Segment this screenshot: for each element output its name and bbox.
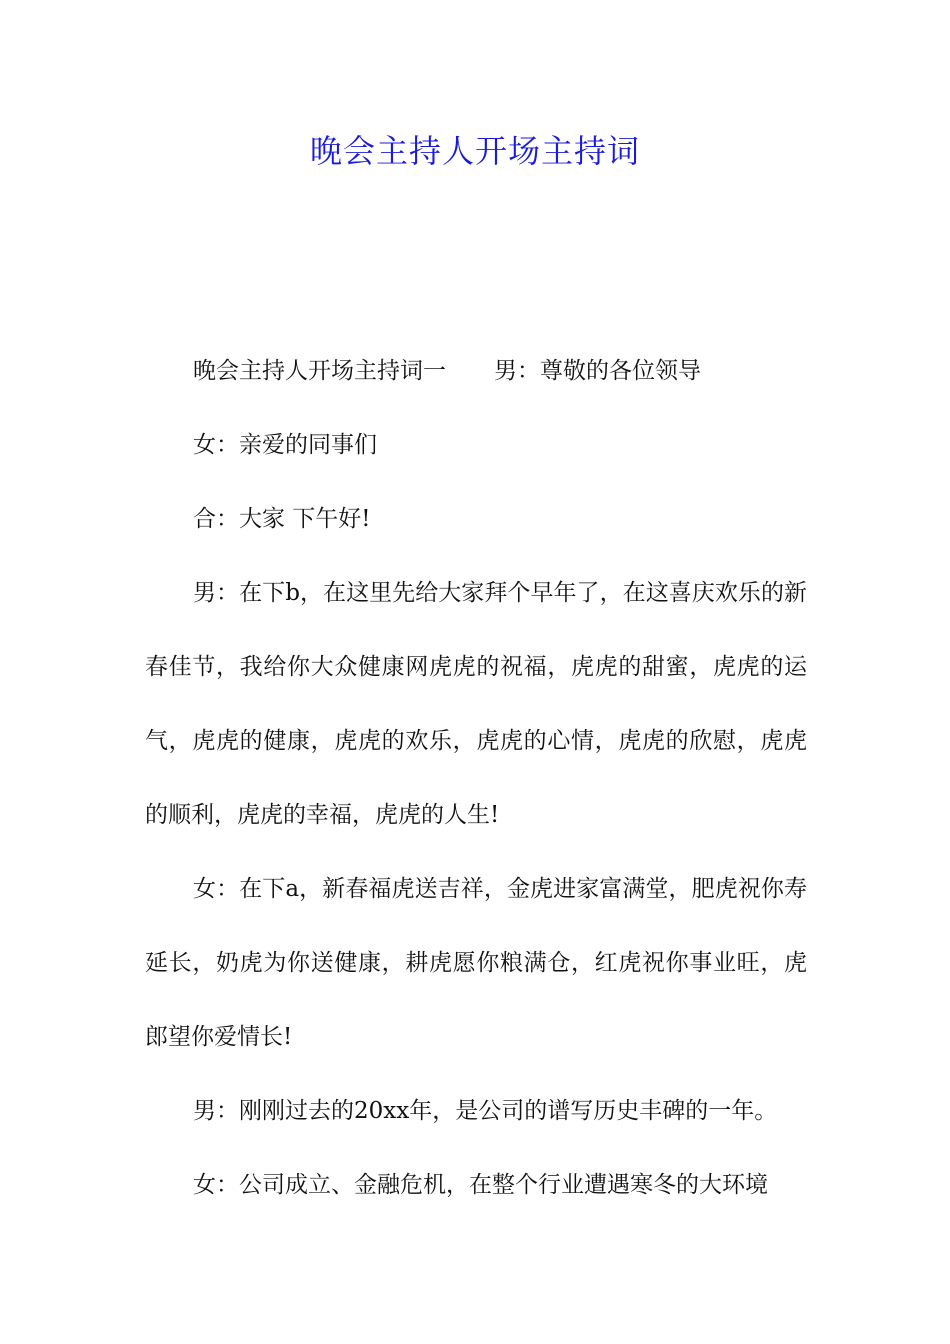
document-body	[145, 334, 807, 1222]
dialogue-male-greeting: 男：尊敬的各位领导	[494, 358, 701, 384]
section-heading: 晚会主持人开场主持词一	[193, 358, 446, 384]
paragraph: 女：亲爱的同事们	[193, 432, 377, 458]
paragraph: 男：刚刚过去的20xx年，是公司的谱写历史丰碑的一年。	[193, 1098, 778, 1124]
paragraph: 女：公司成立、金融危机，在整个行业遭遇寒冬的大环境	[193, 1172, 768, 1198]
paragraph: 合：大家 下午好!	[193, 506, 371, 532]
paragraph: 女：在下a，新春福虎送吉祥，金虎进家富满堂，肥虎祝你寿延长，奶虎为你送健康，耕虎愿你粮满仓，红虎祝你事业旺，虎郎望你爱情长!	[145, 876, 807, 1050]
document-title: 晚会主持人开场主持词	[309, 132, 640, 170]
paragraph: 男：在下b，在这里先给大家拜个早年了，在这喜庆欢乐的新春佳节，我给你大众健康网虎虎的祝福，虎虎的甜蜜，虎虎的运气，虎虎的健康，虎虎的欢乐，虎虎的心情，虎虎的欣慰，虎虎的顺利，虎虎的幸福，虎虎的人生!	[145, 580, 807, 828]
paragraph-opening	[145, 334, 807, 408]
